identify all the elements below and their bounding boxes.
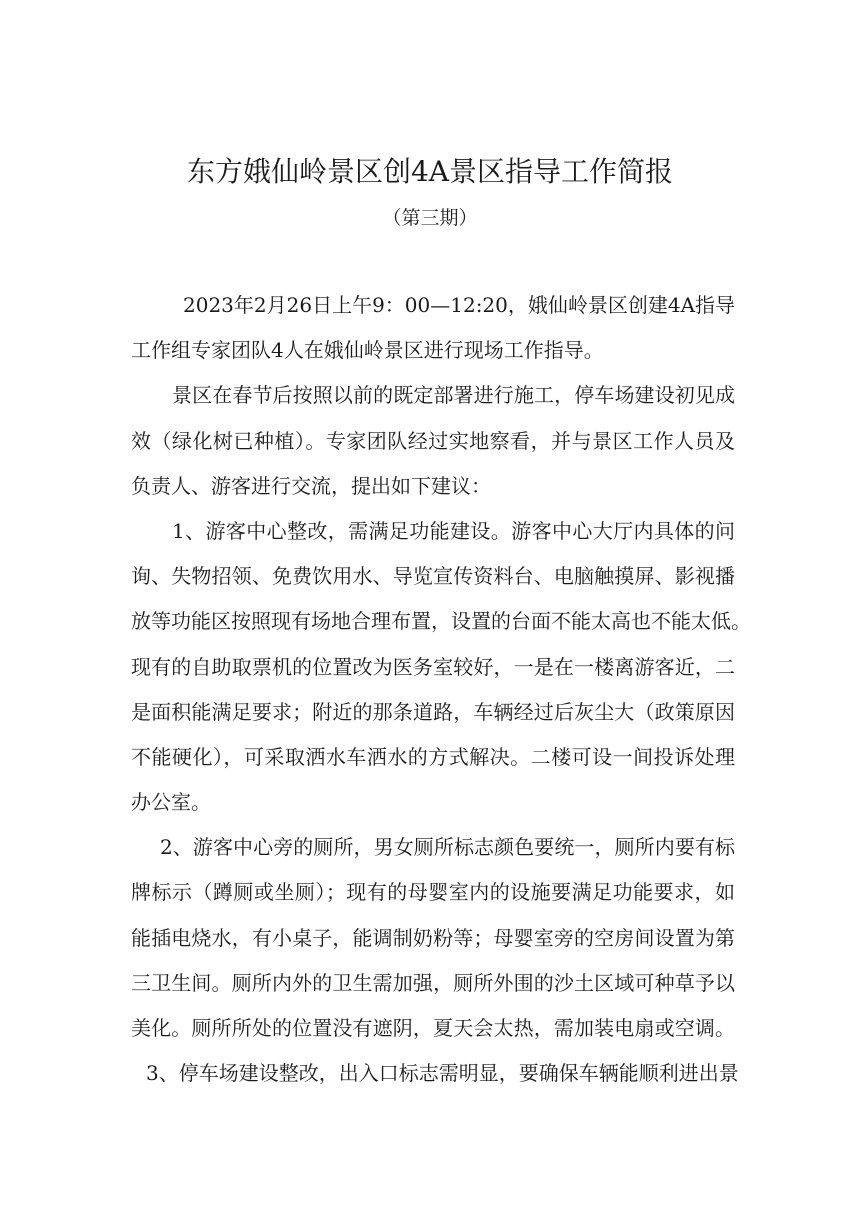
body-text-line: 1、游客中心整改，需满足功能建设。游客中心大厅内具体的问 — [172, 518, 735, 543]
body-text-line: 美化。厕所所处的位置没有遮阴，夏天会太热，需加装电扇或空调。 — [131, 1016, 735, 1040]
body-text-line: 放等功能区按照现有场地合理布置，设置的台面不能太高也不能太低。 — [131, 609, 751, 634]
body-text-line: 询、失物招领、免费饮用水、导览宣传资料台、电脑触摸屏、影视播 — [131, 564, 735, 589]
body-text-line: 牌标示（蹲厕或坐厕）；现有的母婴室内的设施要满足功能要求，如 — [131, 880, 735, 905]
document-issue-number: （第三期） — [382, 207, 478, 229]
body-text-line: 能插电烧水，有小桌子，能调制奶粉等；母婴室旁的空房间设置为第 — [131, 925, 735, 950]
document-body — [131, 283, 751, 1096]
body-text-line: 3、停车场建设整改，出入口标志需明显，要确保车辆能顺利进出景 — [146, 1061, 739, 1086]
body-text-line: 效（绿化树已种植）。专家团队经过实地察看，并与景区工作人员及 — [131, 428, 735, 453]
body-text-line: 办公室。 — [131, 790, 211, 815]
body-text-line: 不能硬化），可采取洒水车洒水的方式解决。二楼可设一间投诉处理 — [131, 744, 735, 769]
body-text-line: 现有的自助取票机的位置改为医务室较好，一是在一楼离游客近，二 — [131, 654, 735, 679]
body-text-line: 景区在春节后按照以前的既定部署进行施工，停车场建设初见成 — [172, 383, 735, 408]
body-text-line: 是面积能满足要求；附近的那条道路，车辆经过后灰尘大（政策原因 — [131, 699, 735, 724]
body-text-line: 2023年2月26日上午9：00—12:20，娥仙岭景区创建4A指导 — [183, 293, 736, 317]
document-title: 东方娥仙岭景区创4A景区指导工作简报 — [186, 155, 674, 188]
body-text-line: 负责人、游客进行交流，提出如下建议： — [131, 473, 491, 498]
body-text-line: 2、游客中心旁的厕所，男女厕所标志颜色要统一，厕所内要有标 — [160, 835, 735, 860]
body-text-line: 工作组专家团队4人在娥仙岭景区进行现场工作指导。 — [131, 338, 604, 363]
body-text-line: 三卫生间。厕所内外的卫生需加强，厕所外围的沙土区域可种草予以 — [131, 970, 735, 995]
